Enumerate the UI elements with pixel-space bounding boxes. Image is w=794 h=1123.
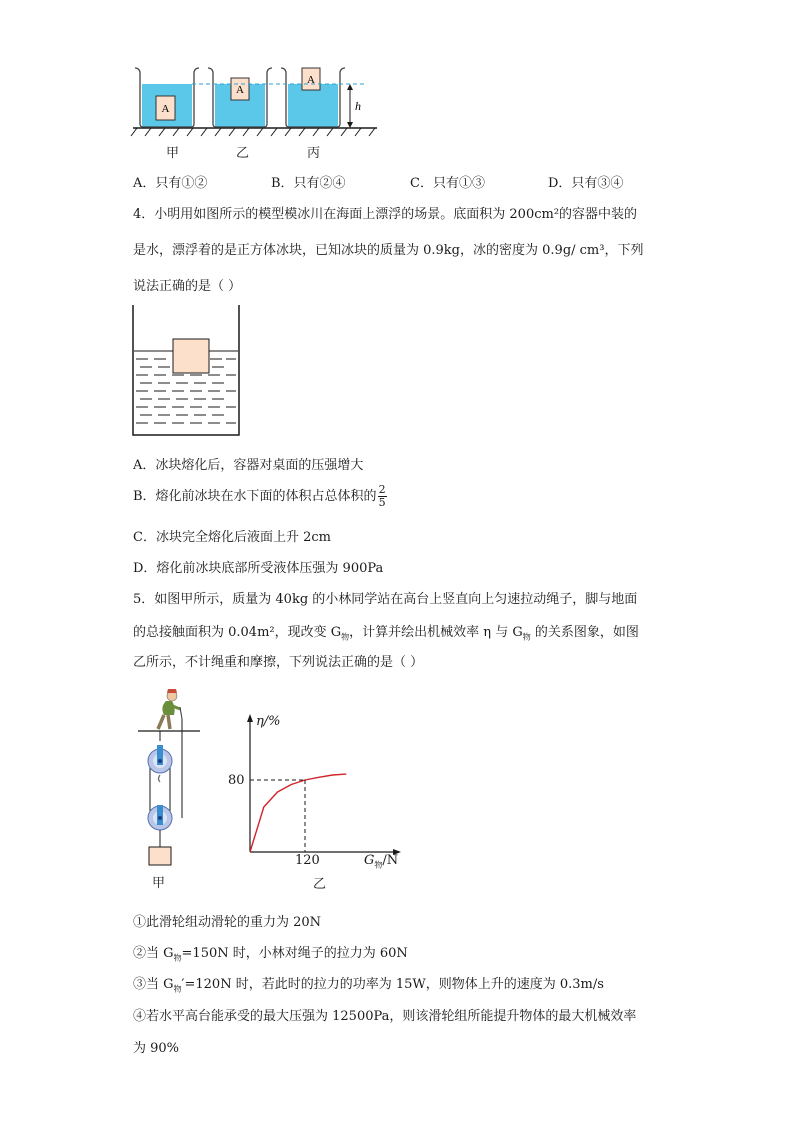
q4-stem-line1: 4．小明用如图所示的模型模冰川在海面上漂浮的场景。底面积为 200cm²的容器中装的 <box>133 207 638 222</box>
ice-block <box>173 339 209 373</box>
q4-option-b[interactable]: B．熔化前冰块在水下面的体积占总体积的 $\frac{2}{5}$ <box>133 483 386 509</box>
q4-option-a[interactable]: A．冰块熔化后，容器对桌面的压强增大 <box>133 458 364 473</box>
fraction-two-fifths: $\frac{2}{5}$ <box>378 483 386 509</box>
q5-statement-4: ④若水平高台能承受的最大压强为 12500Pa，则该滑轮组所能提升物体的最大机械效率 <box>133 1009 637 1024</box>
q5-stem-line3: 乙所示，不计绳重和摩擦，下列说法正确的是（ ） <box>133 655 424 670</box>
q3-option-b[interactable]: B．只有②④ <box>271 176 346 191</box>
efficiency-chart <box>225 712 415 872</box>
q5-statement-4-cont: 为 90% <box>133 1041 180 1056</box>
y-axis-arrow <box>247 714 253 722</box>
chart-x-tick-120: 120 <box>295 853 320 868</box>
q4-stem-line3: 说法正确的是（ ） <box>133 279 242 294</box>
beaker-label-jia: 甲 <box>166 146 180 161</box>
svg-text:h: h <box>355 99 361 113</box>
chart-y-tick-80: 80 <box>228 773 245 788</box>
pulley-figure <box>130 685 210 870</box>
beaker-label-bing: 丙 <box>307 146 321 161</box>
q3-option-c[interactable]: C．只有①③ <box>410 176 485 191</box>
q5-statement-3: ③当 $G_物'=120N$ 时，若此时的拉力的功率为 15W，则物体上升的速度为 0.3m/s <box>133 977 604 994</box>
svg-text:A: A <box>161 103 170 115</box>
q4-option-d[interactable]: D．熔化前冰块底部所受液体压强为 900Pa <box>133 561 384 576</box>
chart-y-label: η/% <box>256 714 281 729</box>
q5-statement-1: ①此滑轮组动滑轮的重力为 20N <box>133 915 322 930</box>
svg-text:A: A <box>236 84 244 96</box>
beakers-figure <box>125 60 385 165</box>
q5-stem-line1: 5．如图甲所示，质量为 40kg 的小林同学站在高台上竖直向上匀速拉动绳子，脚与地面 <box>133 592 638 607</box>
chart-x-label: $G_物/N$ <box>364 853 399 870</box>
q4-stem-line2: 是水，漂浮着的是正方体冰块，已知冰块的质量为 0.9kg，冰的密度为 0.9g/ cm³，下列 <box>133 243 644 258</box>
q5-stem-line2: 的总接触面积为 0.04m²，现改变 $G_物$，计算并绘出机械效率 η 与 $G_物$ 的关系图象，如图 <box>133 625 639 642</box>
beaker-label-yi: 乙 <box>236 146 250 161</box>
fig-label-yi: 乙 <box>313 877 327 892</box>
fig-label-jia: 甲 <box>152 876 166 891</box>
efficiency-curve <box>250 774 346 852</box>
svg-text:A: A <box>307 74 315 86</box>
q3-option-a[interactable]: A．只有①② <box>133 176 208 191</box>
q3-option-d[interactable]: D．只有③④ <box>548 176 624 191</box>
q5-statement-2: ②当 $G_物=150N$ 时，小林对绳子的拉力为 60N <box>133 946 408 963</box>
q4-option-c[interactable]: C．冰块完全熔化后液面上升 2cm <box>133 530 331 545</box>
ice-container-figure <box>130 305 245 440</box>
load-block <box>149 847 171 865</box>
